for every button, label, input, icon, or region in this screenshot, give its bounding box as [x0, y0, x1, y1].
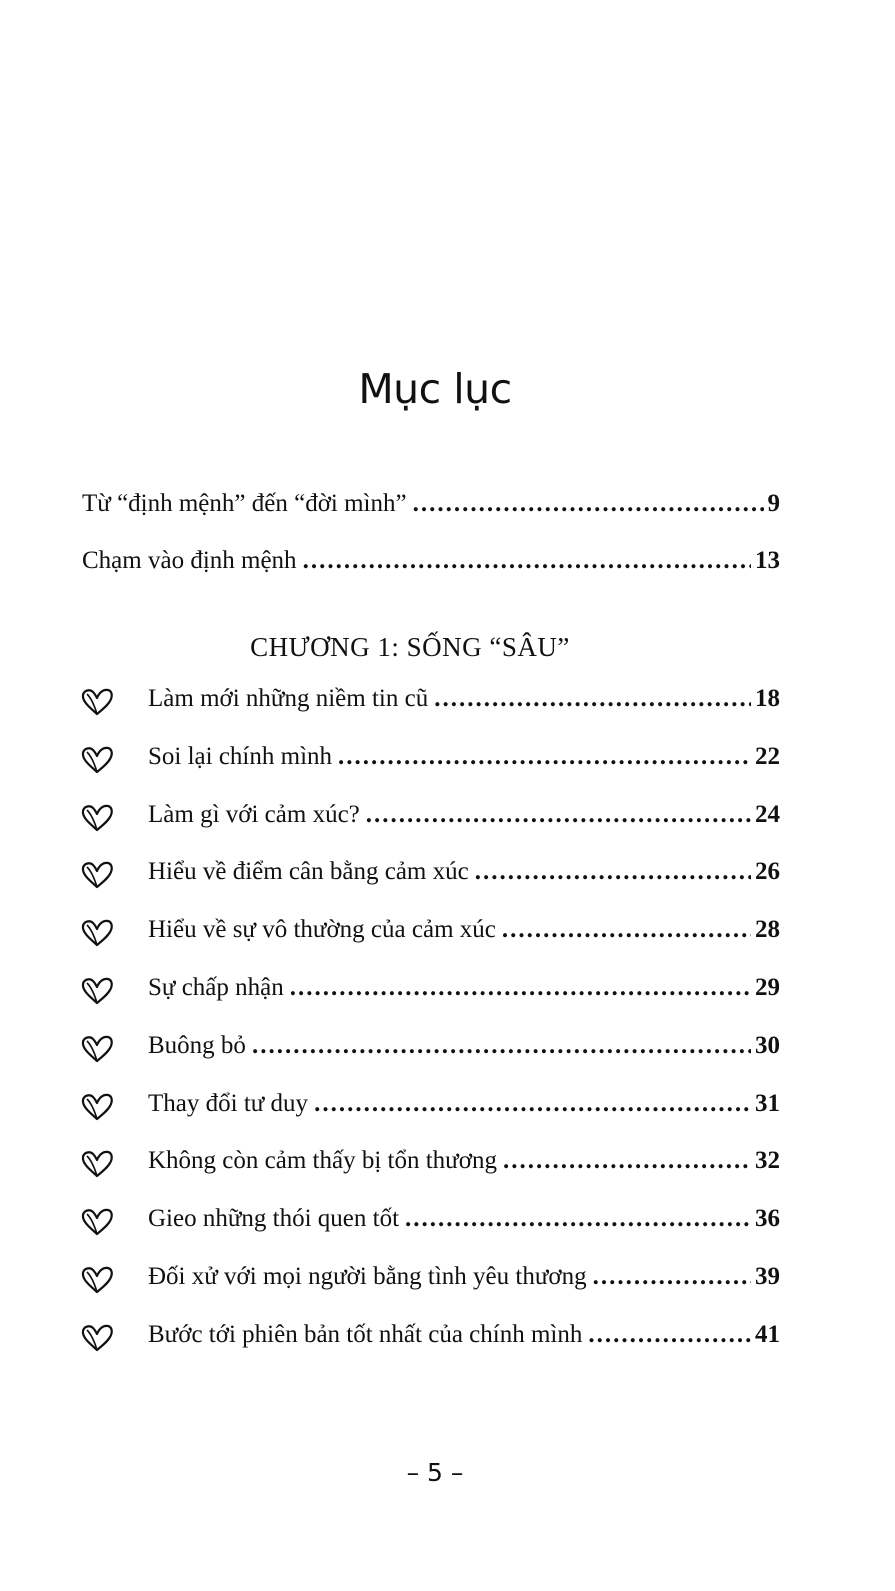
toc-entry-page: 13: [755, 547, 780, 574]
heart-icon: [80, 1323, 114, 1353]
toc-entry-page: 22: [755, 743, 780, 770]
toc-entry[interactable]: [148, 1321, 780, 1349]
toc-entry[interactable]: [148, 974, 780, 1002]
toc-entry-page: 39: [755, 1263, 780, 1290]
toc-entry[interactable]: [148, 858, 780, 886]
dot-leader: [405, 1205, 751, 1233]
heart-icon: [80, 860, 114, 890]
toc-entry-page: 32: [755, 1147, 780, 1174]
toc-entry-title: Từ “định mệnh” đến “đời mình”: [82, 490, 407, 517]
dot-leader: [588, 1321, 751, 1349]
heart-icon: [80, 1265, 114, 1295]
heart-icon: [80, 687, 114, 717]
page-title: Mục lục: [358, 365, 512, 414]
toc-entry-title: Làm mới những niềm tin cũ: [148, 685, 429, 712]
toc-entry[interactable]: [82, 490, 780, 518]
toc-entry-title: Bước tới phiên bản tốt nhất của chính mình: [148, 1321, 583, 1348]
toc-entry-title: Hiểu về sự vô thường của cảm xúc: [148, 916, 496, 943]
dot-leader: [303, 547, 751, 575]
dot-leader: [338, 743, 751, 771]
heart-icon: [80, 1207, 114, 1237]
toc-entry-title: Hiểu về điểm cân bằng cảm xúc: [148, 858, 469, 885]
toc-entry[interactable]: [148, 801, 780, 829]
toc-entry[interactable]: [148, 1205, 780, 1233]
dot-leader: [314, 1090, 751, 1118]
toc-entry-title: Không còn cảm thấy bị tổn thương: [148, 1147, 497, 1174]
dot-leader: [475, 858, 751, 886]
toc-entry-title: Gieo những thói quen tốt: [148, 1205, 400, 1232]
toc-entry-page: 41: [755, 1321, 780, 1348]
toc-entry[interactable]: [148, 1263, 780, 1291]
heart-icon: [80, 1149, 114, 1179]
heart-icon: [80, 976, 114, 1006]
toc-entry-page: 9: [767, 490, 780, 517]
chapter-heading: CHƯƠNG 1: SỐNG “SÂU”: [250, 632, 570, 662]
toc-entry-page: 31: [755, 1090, 780, 1117]
heart-icon: [80, 803, 114, 833]
dot-leader: [413, 490, 764, 518]
toc-entry-page: 28: [755, 916, 780, 943]
toc-entry-page: 30: [755, 1032, 780, 1059]
toc-entry-title: Thay đổi tư duy: [148, 1090, 309, 1117]
toc-entry-title: Sự chấp nhận: [148, 974, 284, 1001]
dot-leader: [503, 1147, 751, 1175]
toc-entry[interactable]: [148, 1090, 780, 1118]
toc-entry-title: Đối xử với mọi người bằng tình yêu thương: [148, 1263, 587, 1290]
toc-entry[interactable]: [148, 1147, 780, 1175]
toc-entry-page: 36: [755, 1205, 780, 1232]
toc-entry-title: Buông bỏ: [148, 1032, 246, 1059]
heart-icon: [80, 745, 114, 775]
toc-entry-title: Chạm vào định mệnh: [82, 547, 297, 574]
dot-leader: [434, 685, 751, 713]
heart-icon: [80, 918, 114, 948]
toc-entry[interactable]: [148, 1032, 780, 1060]
toc-entry[interactable]: [82, 547, 780, 575]
heart-icon: [80, 1092, 114, 1122]
dot-leader: [366, 801, 751, 829]
toc-entry-title: Làm gì với cảm xúc?: [148, 801, 360, 828]
toc-entry-page: 26: [755, 858, 780, 885]
toc-entry-page: 18: [755, 685, 780, 712]
dot-leader: [593, 1263, 751, 1291]
toc-entry[interactable]: [148, 743, 780, 771]
toc-entry[interactable]: [148, 685, 780, 713]
dot-leader: [252, 1032, 751, 1060]
toc-entry-title: Soi lại chính mình: [148, 743, 333, 770]
page-number: – 5 –: [406, 1458, 464, 1487]
toc-entry-page: 29: [755, 974, 780, 1001]
toc-entry[interactable]: [148, 916, 780, 944]
dot-leader: [502, 916, 751, 944]
heart-icon: [80, 1034, 114, 1064]
dot-leader: [290, 974, 751, 1002]
toc-entry-page: 24: [755, 801, 780, 828]
